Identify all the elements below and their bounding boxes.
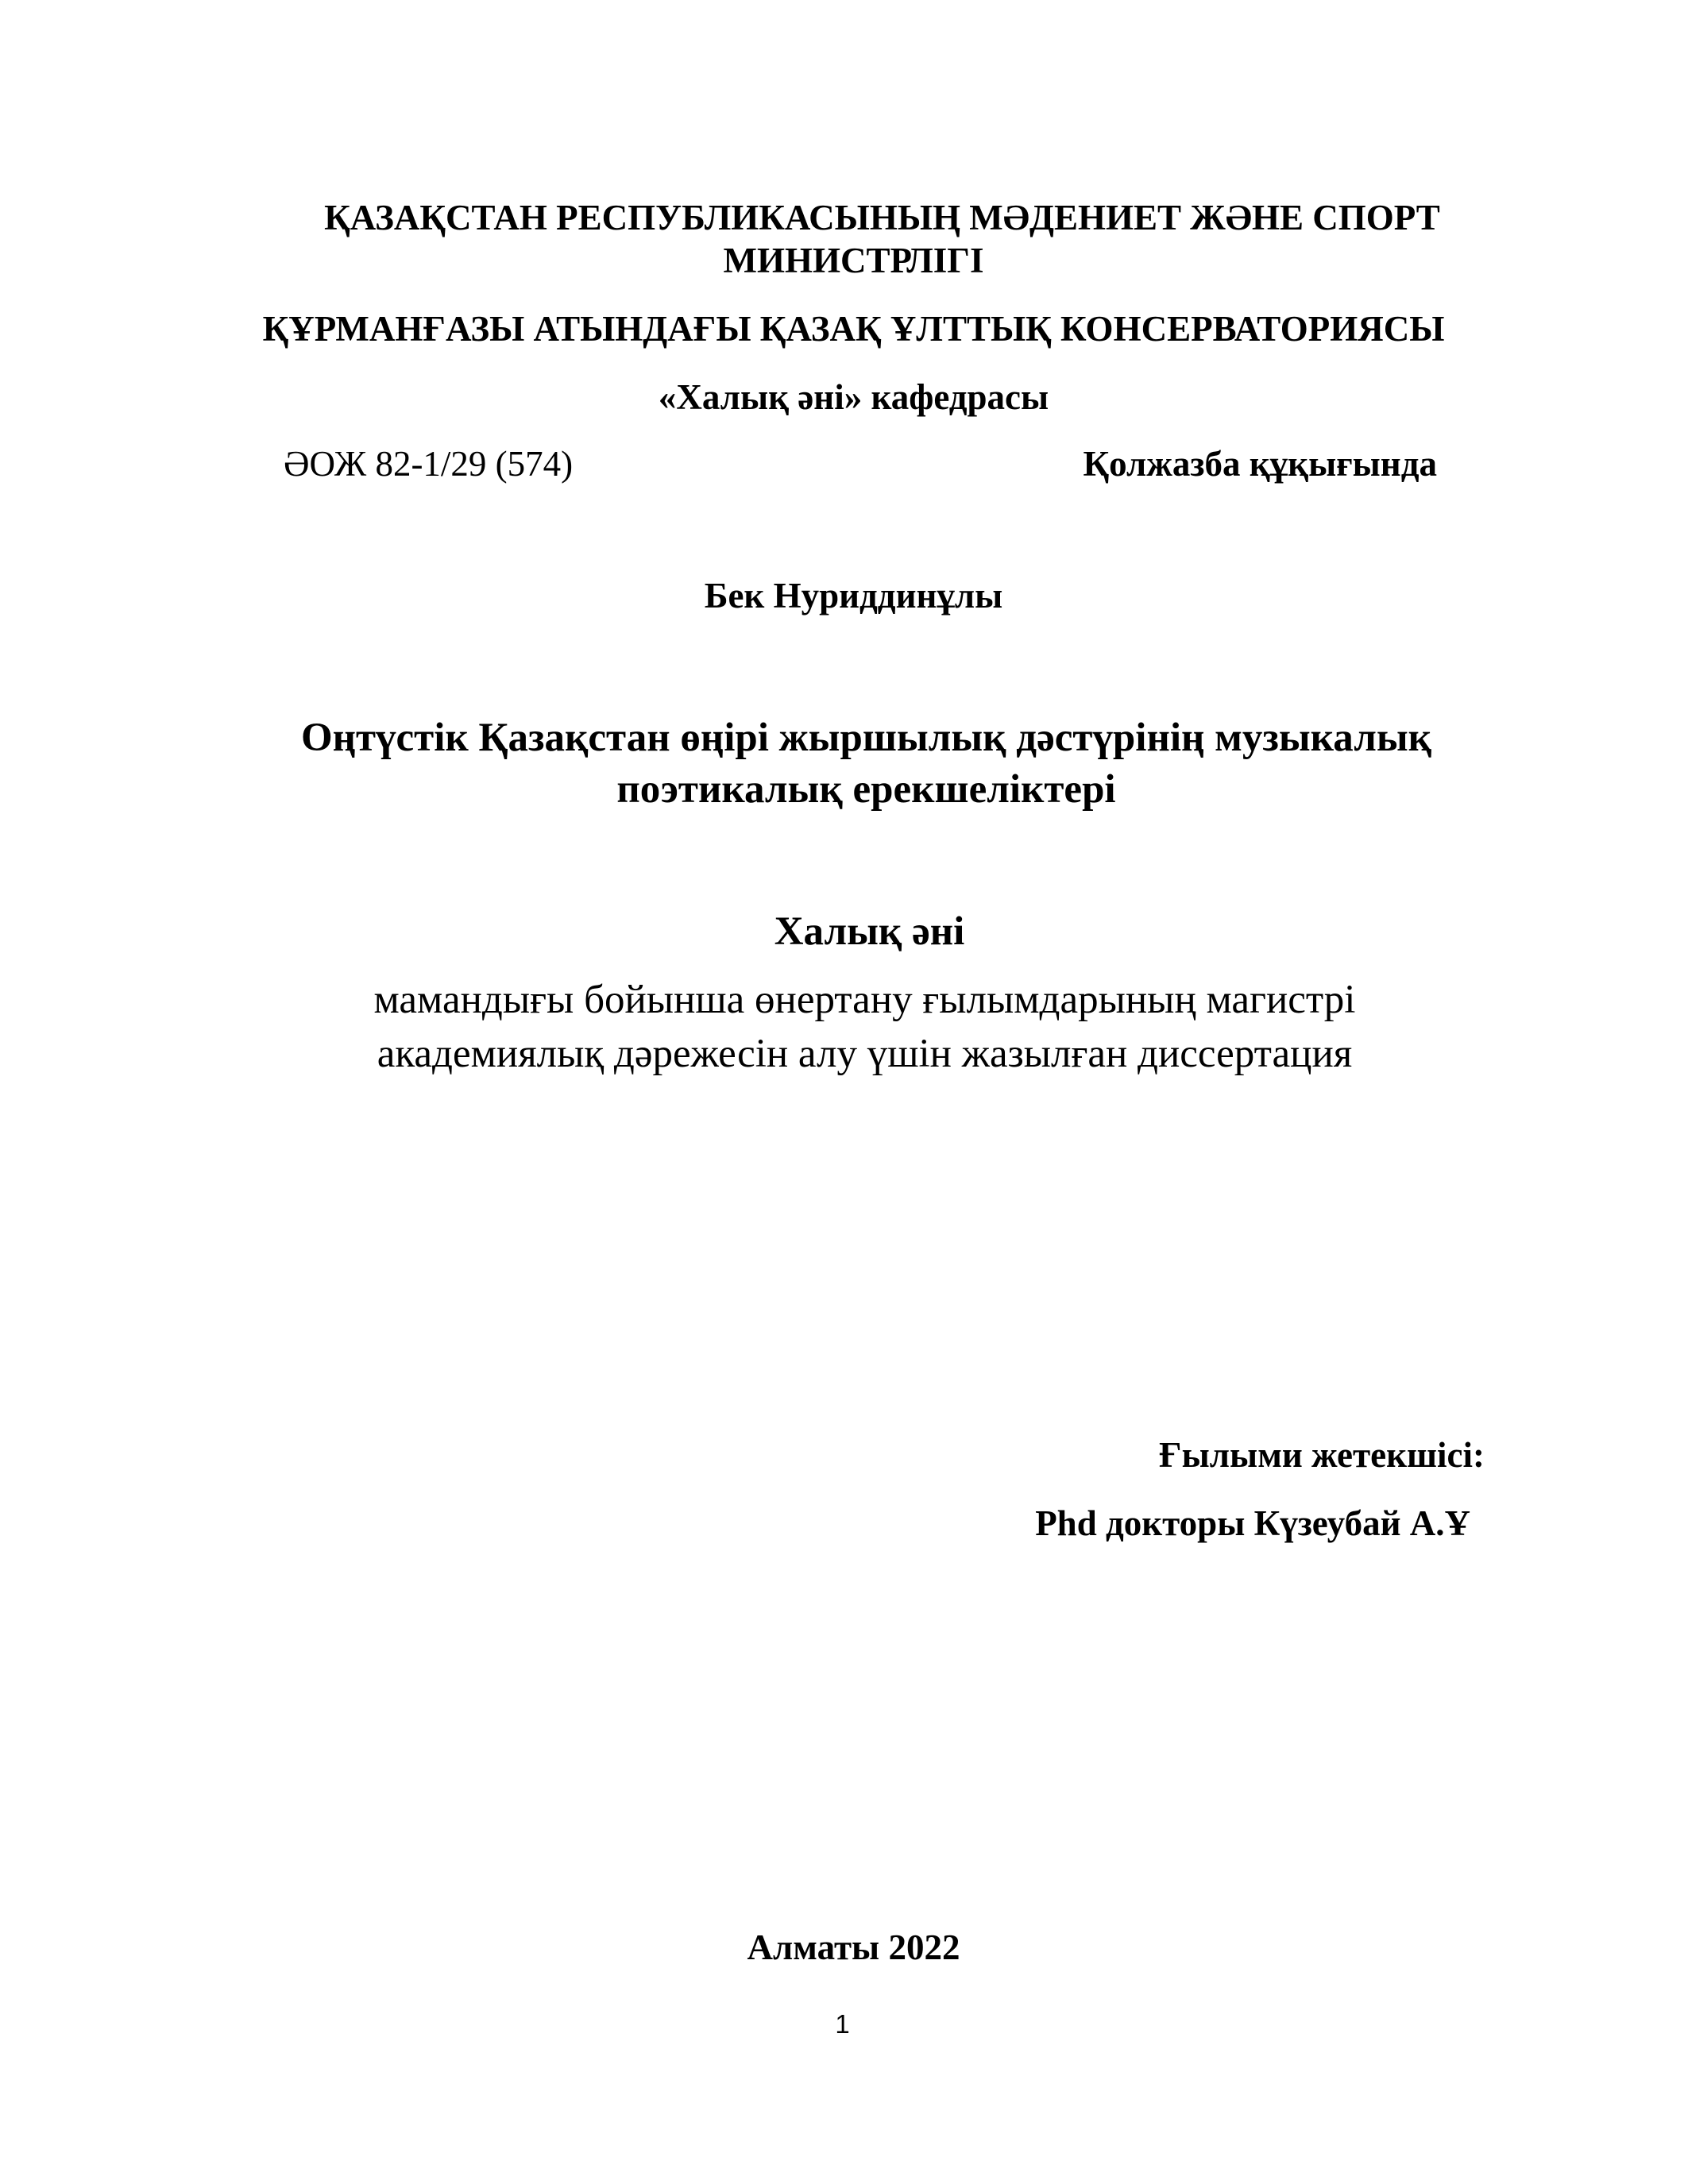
thesis-title-line-2: поэтикалық ерекшеліктері <box>616 767 1116 812</box>
manuscript-rights-label: Қолжазба құқығында <box>1083 444 1437 484</box>
supervisor-label: Ғылыми жетекшісі: <box>1159 1435 1485 1475</box>
department-title: «Халық әні» кафедрасы <box>658 377 1049 417</box>
supervisor-name: Phd докторы Күзеубай А.Ұ <box>1035 1503 1470 1543</box>
ministry-title-line-1: ҚАЗАҚСТАН РЕСПУБЛИКАСЫНЫҢ МӘДЕНИЕТ ЖӘНЕ СПОРТ <box>324 198 1440 237</box>
page-number: 1 <box>835 2009 850 2039</box>
author-name: Бек Нуриддинұлы <box>704 576 1003 615</box>
specialty-name: Халық әні <box>774 909 965 954</box>
udc-code: ӘОЖ 82-1/29 (574) <box>284 444 574 484</box>
ministry-title-line-2: МИНИСТРЛІГІ <box>723 241 984 280</box>
degree-description-line-1: мамандығы бойынша өнертану ғылымдарының магистрі <box>373 978 1356 1022</box>
thesis-title-line-1: Оңтүстік Қазақстан өңірі жыршылық дәстүрінің музыкалық <box>300 716 1432 760</box>
conservatory-title: ҚҰРМАНҒАЗЫ АТЫНДАҒЫ ҚАЗАҚ ҰЛТТЫҚ КОНСЕРВАТОРИЯСЫ <box>262 309 1445 349</box>
city-year: Алматы 2022 <box>747 1927 960 1967</box>
degree-description-line-2: академиялық дәрежесін алу үшін жазылған диссертация <box>377 1032 1353 1076</box>
